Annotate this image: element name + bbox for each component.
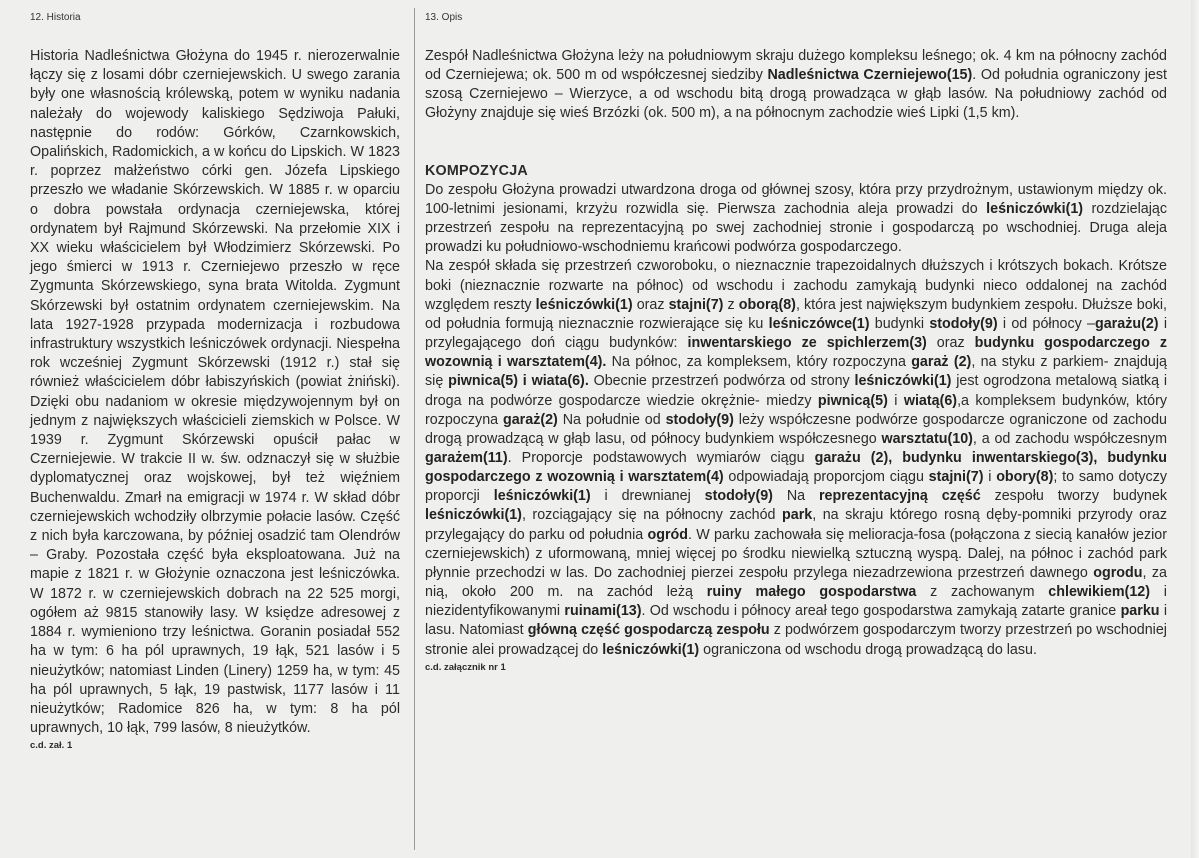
bold-reference: piwnicą(5) (817, 392, 888, 409)
text-segment: ,a kompleksem budynków, który rozpoczyna (425, 392, 1167, 428)
text-segment: , a od zachodu współczesnym (972, 430, 1167, 447)
text-segment: z (723, 296, 739, 313)
bold-reference: inwentarskiego ze spichlerzem(3) (687, 335, 927, 352)
bold-reference: ruinami(13) (564, 603, 642, 620)
text-segment: Do zespołu Głożyna prowadzi utwardzona droga od głównej szosy, która przy przydrożnym, ustawionym między ok. 100-letnimi jesionami, krzyżu rozwidla się. Pierwsza zachodnia aleja prowadzi do (425, 181, 1167, 217)
text-segment: . W parku zachowała się melioracja-fosa (połączona z siecią kanałów jezior czerniejewskich) z uformowaną, mniej więcej po środku niewielką sztuczną wyspą. Dalej, na północ i zachód park płynnie przechodzi w las. Do zachodniej pierzei zespołu przylega niezadrzewiona przestrzeń dawnego (425, 526, 1168, 581)
text-segment: odpowiadają proporcjom ciągu (723, 469, 929, 486)
text-segment: . Od południa ograniczony jest szosą Czerniejewo – Wierzyce, a od wschodu bitą drogą prowadząca w głąb lasów. Na południowy zachód od Głożyny znajduje się wieś Brzózki (ok. 500 m), a na północnym zachodzie wieś Lipki (1,5 km). (425, 67, 1167, 122)
text-segment: , na styku z parkiem- znajdują się (425, 354, 1168, 390)
text-segment: rozdzielając przestrzeń zespołu na reprezentacyjną po swej zachodniej stronie i gospodarczą po wschodniej. Druga aleja prowadzi ku południowo-wschodniemu krańcowi podwórza gospodarczego. (425, 200, 1168, 256)
paragraph-gap (425, 143, 1167, 162)
text-segment: jest ogrodzona metalową siatką i droga na podwórze gospodarcze wiedzie okrężnie- miedzy (425, 373, 1168, 409)
bold-reference: garażu(2) (1095, 315, 1159, 332)
text-segment: Na północ, za kompleksem, który rozpoczyna (606, 354, 912, 371)
bold-reference: chlewikiem(12) (1048, 584, 1150, 601)
text-segment: z zachowanym (916, 584, 1049, 601)
bold-reference: ogród (647, 526, 688, 543)
bold-reference: reprezentacyjną część (818, 488, 981, 505)
text-segment: zespołu tworzy budynek (980, 488, 1167, 505)
bold-reference: stodoły(9) (704, 488, 773, 505)
text-segment: Zespół Nadleśnictwa Głożyna leży na południowym skraju dużego kompleksu leśnego; ok. 4 km na północny zachód od Czerniejewa; ok. 500 m od współczesnej siedziby (425, 48, 1167, 84)
text-segment: i (887, 392, 904, 409)
text-segment: ograniczona od wschodu drogą prowadzącą do lasu. (699, 641, 1037, 658)
text-segment: , za nią, około 200 m. na zachód leżą (425, 564, 1167, 601)
text-segment: . Proporcje podstawowych wymiarów ciągu (507, 449, 815, 466)
composition-heading: KOMPOZYCJA (425, 162, 528, 179)
text-segment: oraz (926, 335, 975, 352)
bold-reference: Nadleśnictwa Czerniejewo(15) (767, 67, 973, 84)
bold-reference: ruiny małego gospodarstwa (706, 584, 917, 601)
bold-reference: leśniczówki(1) (425, 507, 522, 524)
text-segment: Obecnie przestrzeń podwórza od strony (588, 373, 855, 390)
history-column (30, 47, 400, 752)
bold-reference: główną część gospodarczą zespołu (527, 622, 770, 639)
bold-reference: garaż (2) (911, 354, 972, 371)
bold-reference: obory(8) (996, 469, 1054, 486)
composition-paragraph-2 (425, 257, 1167, 659)
text-segment: i drewnianej (590, 488, 705, 505)
bold-reference: parku (1120, 603, 1160, 620)
bold-reference: stajni(7) (668, 296, 724, 313)
bold-reference: stodoły(9) (665, 411, 734, 428)
text-segment: ; to samo dotyczy proporcji (425, 469, 1168, 505)
text-segment: . Od wschodu i północy areał tego gospodarstwa zamykają zatarte granice (641, 603, 1121, 620)
bold-reference: ogrodu (1093, 564, 1143, 581)
bold-reference: leśniczówki(1) (986, 200, 1084, 217)
bold-reference: stodoły(9) (929, 315, 998, 332)
text-segment: i (983, 469, 997, 486)
continuation-note: c.d. załącznik nr 1 (425, 661, 506, 673)
continuation-note: c.d. zał. 1 (30, 740, 73, 752)
intro-paragraph (425, 47, 1167, 124)
bold-reference: wiatą(6) (903, 392, 958, 409)
bold-reference: leśniczówki(1) (854, 373, 952, 390)
composition-paragraph-1 (425, 181, 1167, 258)
bold-reference: garażem(11) (425, 449, 508, 466)
description-column (425, 47, 1167, 674)
bold-reference: stajni(7) (928, 469, 984, 486)
text-segment: Na południe od (557, 411, 666, 428)
bold-reference: garaż(2) (503, 411, 558, 428)
bold-reference: leśniczówki(1) (535, 296, 633, 313)
text-segment: , która jest największym budynkiem zespołu. Dłuższe boki, od południa formują nieznacznie rozwierające się ku (425, 296, 1168, 332)
bold-reference: oborą(8) (738, 296, 796, 313)
text-segment: Na zespół składa się przestrzeń czworoboku, o nieznacznie trapezoidalnych dłuższych i krótszych bokach. Krótsze boki (nieznacznie rozwarte na północ) od wschodu i zachodu zamykają budynki nieco oddalonej na zachód względem reszty (425, 258, 1167, 313)
section-header-historia: 12. Historia (30, 12, 81, 23)
text-segment: i od północy – (997, 315, 1095, 332)
text-segment: oraz (632, 296, 669, 313)
bold-reference: leśniczówki(1) (493, 488, 591, 505)
section-header-opis: 13. Opis (425, 12, 463, 23)
text-segment: i niezidentyfikowanymi (425, 584, 1167, 620)
page-edge (1191, 0, 1199, 858)
text-segment: , na skraju którego rosną dęby-pomniki przyrody oraz przylegający do parku od południa (425, 507, 1167, 543)
bold-reference: leśniczówki(1) (602, 641, 700, 658)
text-segment: leży współczesne podwórze gospodarcze ograniczone od zachodu drogą prowadzącą w głąb lasu, od północy budynkiem współczesnego (425, 411, 1167, 447)
bold-reference: leśniczówce(1) (768, 315, 870, 332)
history-paragraph: Historia Nadleśnictwa Głożyna do 1945 r. nierozerwalnie łączy się z losami dóbr czerniejewskich. U swego zarania były one własnością królewską, potem w wyniku nadania należały do wojewody kaliskiego Sędziwoja Pałuki, następnie do rodów: Górków, Czarnkowskich, Opalińskich, Radomickich, a w końcu do Lipskich. W 1823 r. poprzez małżeństwo córki gen. Józefa Lipskiego przeszło we władanie Skórzewskich. W 1885 r. w oparciu o dobra powstała ordynacja czerniejewska, której ordynatem był Rajmund Skórzewski. Na przełomie XIX i XX wieku właścicielem był Włodzimierz Skórzewski. Po jego śmierci w 1913 r. Czerniejewo przeszło w ręce Zygmunta Skórzewskiego, syna brata Witolda. Zygmunt Skórzewski był ostatnim ordynatem czerniejewskim. Na lata 1927-1928 przypada modernizacja i rozbudowa infrastruktury wszystkich leśniczówek ordynacji. Niespełna rok wcześniej Zygmunt Skórzewski (1912 r.) stał się również właścicielem dóbr łabiszyńskich (powiat żniński). Dzięki obu nadaniom w okresie międzywojennym był on jednym z największych właścicieli ziemskich w Polsce. W 1939 r. Zygmunt Skórzewski opuścił pałac w Czerniejewie. W trakcie II w. św. odznaczył się w służbie dyplomatycznej oraz wojskowej, był też więźniem Buchenwaldu. Zmarł na emigracji w 1974 r. W skład dóbr czerniejewskich wchodziły olbrzymie połacie lasów. Część z nich była karczowana, by później osadzić tam Olendrów – Graby. Pozostała część była eksploatowana. Już na mapie z 1821 r. w Głożynie oznaczona jest leśniczówka. W 1872 r. w czerniejewskich dobrach na 22 525 morgi, ogółem aż 9815 stanowiły lasy. W księdze adresowej z 1884 r. wymieniono trzy leśnictwa. Goranin posiadał 552 ha w tym: 6 ha pól uprawnych, 19 łąk, 521 lasów i 5 nieużytków; natomiast Linden (Linery) 1259 ha, w tym: 45 ha pól uprawnych, 5 łąk, 19 pastwisk, 1177 lasów i 11 nieużytków; Radomice 826 ha, w tym: 8 ha pól uprawnych, 10 łąk, 799 lasów, 8 nieużytków. (30, 48, 400, 737)
text-segment: budynki (869, 315, 930, 332)
bold-reference: park (782, 507, 813, 524)
text-segment: i przylegającego doń ciągu budynków: (425, 315, 1167, 352)
bold-reference: warsztatu(10) (881, 430, 973, 447)
column-divider (414, 8, 415, 850)
text-segment: i lasu. Natomiast (425, 603, 1168, 639)
bold-reference: budynku gospodarczego z wozownią i warsztatem(4). (425, 335, 1167, 371)
bold-reference: garażu (2), budynku inwentarskiego(3), budynku gospodarczego z wozownią i warsztatem(4) (425, 449, 1167, 486)
text-segment: , rozciągający się na północny zachód (521, 507, 783, 524)
paragraph-gap (425, 124, 1167, 143)
text-segment: z podwórzem gospodarczym tworzy przestrzeń po wschodniej stronie alei prowadzącej do (425, 622, 1167, 658)
bold-reference: piwnica(5) i wiata(6). (448, 373, 589, 390)
text-segment: Na (772, 488, 819, 505)
